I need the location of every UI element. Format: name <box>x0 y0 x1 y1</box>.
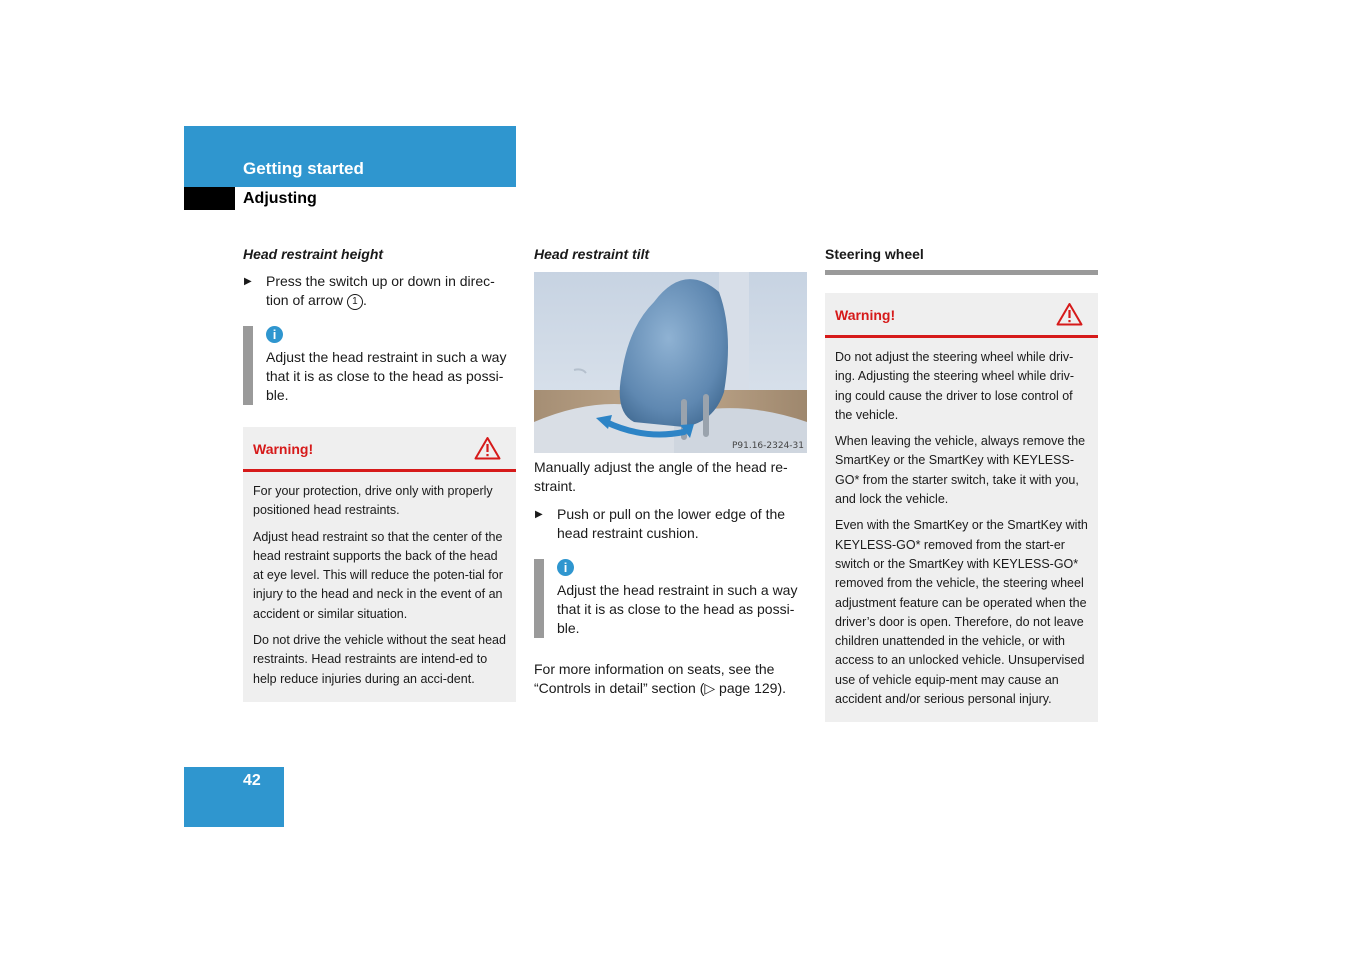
info-note <box>534 559 807 638</box>
info-icon: i <box>557 559 574 576</box>
warning-label: Warning! <box>253 441 314 457</box>
triangle-bullet-icon: ▶ <box>244 276 252 287</box>
warning-label: Warning! <box>835 307 896 323</box>
heading-head-restraint-height: Head restraint height <box>243 246 384 262</box>
step-text: Press the switch up or down in direc-tion of arrow <box>266 273 495 308</box>
warning-paragraph: Even with the SmartKey or the SmartKey with KEYLESS-GO* removed from the start-er switch or the SmartKey with KEYLESS-GO* removed from the vehicle, the steering wheel adjustment feature can be operated when the driver’s door is open. Therefore, do not leave children unattended in the vehicle, or with access to an unlocked vehicle. Unsupervised use of vehicle equip-ment may cause an accident and/or serious personal injury. <box>835 518 1088 707</box>
warning-paragraph: Adjust head restraint so that the center of the head restraint supports the back of the head at eye level. This will reduce the poten-tial for injury to the head and neck in the event of an accident or similar situation. <box>253 529 503 621</box>
heading-head-restraint-tilt: Head restraint tilt <box>534 246 650 262</box>
warning-header <box>243 427 516 472</box>
subsection-title: Adjusting <box>243 190 317 207</box>
page-number: 42 <box>243 772 261 789</box>
subsection-tab <box>184 187 235 210</box>
info-note <box>243 326 516 405</box>
triangle-bullet-icon: ▶ <box>535 509 543 520</box>
warning-paragraph: For your protection, drive only with properly positioned head restraints. <box>253 484 493 518</box>
column-steering-wheel <box>825 246 1098 722</box>
heading-rule <box>825 270 1098 275</box>
step-item: ▶ Press the switch up or down in direc-tion of arrow 1 . <box>244 273 495 308</box>
more-info-text: For more information on seats, see the “Controls in detail” section (▷ page 129). <box>534 661 786 696</box>
info-icon: i <box>266 326 283 343</box>
column-head-restraint-tilt <box>534 246 807 707</box>
warning-paragraph: Do not adjust the steering wheel while driv-ing. Adjusting the steering wheel while driv-ing could cause the driver to lose control of the vehicle. <box>835 350 1075 422</box>
warning-triangle-icon <box>1056 302 1083 331</box>
warning-paragraph: When leaving the vehicle, always remove the SmartKey or the SmartKey with KEYLESS-GO* from the starter switch, take it with you, and lock the vehicle. <box>835 434 1086 507</box>
page-number-box <box>184 767 284 827</box>
warning-box <box>825 293 1098 722</box>
warning-body <box>825 338 1098 722</box>
step-item <box>534 505 807 543</box>
arrow-marker: 1 <box>347 294 363 310</box>
warning-body <box>243 472 516 702</box>
note-text: Adjust the head restraint in such a way that it is as close to the head as possi-ble. <box>557 582 798 636</box>
warning-paragraph: Do not drive the vehicle without the seat head restraints. Head restraints are intend-ed to help reduce injuries during an acci-dent. <box>253 633 506 686</box>
warning-box <box>243 427 516 702</box>
head-restraint-illustration <box>534 272 807 453</box>
warning-triangle-icon <box>474 436 501 465</box>
image-code: P91.16-2324-31 <box>731 441 804 451</box>
heading-steering-wheel: Steering wheel <box>825 246 924 262</box>
note-bar <box>534 559 544 638</box>
warning-header <box>825 293 1098 338</box>
note-text: Adjust the head restraint in such a way that it is as close to the head as possi-ble. <box>266 349 507 403</box>
section-title: Getting started <box>243 159 364 178</box>
column-head-restraint-height <box>243 246 516 702</box>
step-text: Push or pull on the lower edge of the head restraint cushion. <box>557 506 786 541</box>
note-bar <box>243 326 253 405</box>
caption-text: Manually adjust the angle of the head re-straint. <box>534 459 788 494</box>
